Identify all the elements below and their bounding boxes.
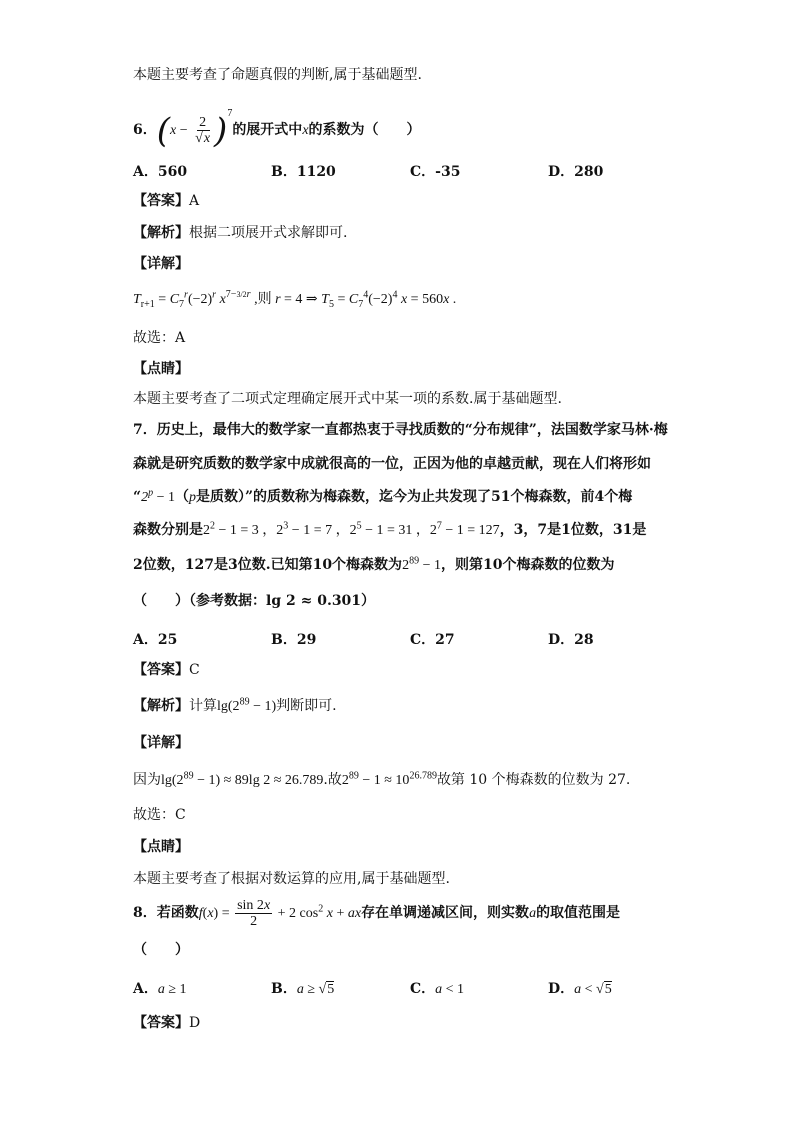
question-7-line-4: 森数分别是$2^2 - 1 = 3$ ，$2^3 - 1 = 7$ ，$2^5 - 1 = 31$ ，$2^7 - 1 = 127$，3，7是1位数，31是 [133, 520, 647, 538]
option-a: A．560 [133, 164, 188, 180]
detail-7: 因为$\lg(2^{89} - 1) \approx 89\lg$ 2 ≈ 26.789.故$2^{89} - 1 \approx 10^{26.789}$故第 10 个梅森数的位数为 27. [133, 770, 631, 788]
option-c: C．27 [410, 632, 455, 648]
option-b: B．29 [271, 632, 317, 648]
question-7-line-1: 7．历史上，最伟大的数学家一直都热衷于寻找质数的“分布规律”，法国数学家马林·梅 [133, 422, 668, 438]
choose-6: 故选：A [133, 330, 186, 346]
answer-8: 【答案】D [133, 1015, 201, 1031]
analysis-7: 【解析】计算$\lg(2^{89} - 1)$判断即可. [133, 696, 337, 714]
formula-text: $T_{r+1} = C_7^r(-2)^r$ $x^{7-3/2r}$ ,则 r = 4 ⇒ $T_5 = C_7^4(-2)^4$ x = 560x . [133, 289, 457, 310]
option-c: C．a < 1 [410, 981, 465, 997]
option-d: D．a < √5 [548, 981, 612, 997]
option-c: C．-35 [410, 164, 461, 180]
option-a: A．25 [133, 632, 178, 648]
question-7-line-6: （ ）（参考数据：lg 2 ≈ 0.301） [133, 593, 376, 609]
binomial-expression: (x − $\frac{2}{√x}$ )$^7$ [156, 108, 233, 151]
option-b: B．1120 [271, 164, 336, 180]
answer-6: 【答案】A [133, 193, 200, 209]
question-7-line-2: 森就是研究质数的数学家中成就很高的一位，正因为他的卓越贡献，现在人们将形如 [133, 456, 651, 472]
option-a: A．a ≥ 1 [133, 981, 187, 997]
question-6: 6．(x − $\frac{2}{√x}$ )$^7$的展开式中x的系数为（ ） [133, 108, 421, 151]
choose-7: 故选：C [133, 807, 186, 823]
comment-6: 本题主要考查了二项式定理确定展开式中某一项的系数.属于基础题型. [133, 391, 562, 407]
comment-tag-7: 【点睛】 [133, 839, 189, 855]
question-8-line-1: 8．若函数f(x) = $\frac{\sin 2x}{2}$ + 2 $\cos^2 x$ + ax存在单调递减区间，则实数a的取值范围是 [133, 898, 621, 930]
question-number: 6． [133, 122, 157, 138]
option-b: B．a ≥ √5 [271, 981, 335, 997]
comment-7: 本题主要考查了根据对数运算的应用,属于基础题型. [133, 871, 450, 887]
question-7-line-5: 2位数，127是3位数.已知第10个梅森数为$2^{89} - 1$，则第10个梅森数的位数为 [133, 555, 615, 573]
detail-tag-6: 【详解】 [133, 256, 189, 272]
option-d: D．28 [548, 632, 594, 648]
analysis-6: 【解析】根据二项展开式求解即可. [133, 225, 348, 241]
question-7-line-3: “2$^p$ − 1（p是质数）”的质数称为梅森数，迄今为止共发现了51个梅森数，前4个梅 [133, 487, 633, 505]
question-8-line-2: （ ） [133, 942, 189, 958]
comment-tag-6: 【点睛】 [133, 361, 189, 377]
detail-tag-7: 【详解】 [133, 735, 189, 751]
option-d: D．280 [548, 164, 604, 180]
conclusion-prev: 本题主要考查了命题真假的判断,属于基础题型. [133, 67, 422, 83]
answer-7: 【答案】C [133, 662, 200, 678]
detail-formula-6 [133, 291, 456, 309]
